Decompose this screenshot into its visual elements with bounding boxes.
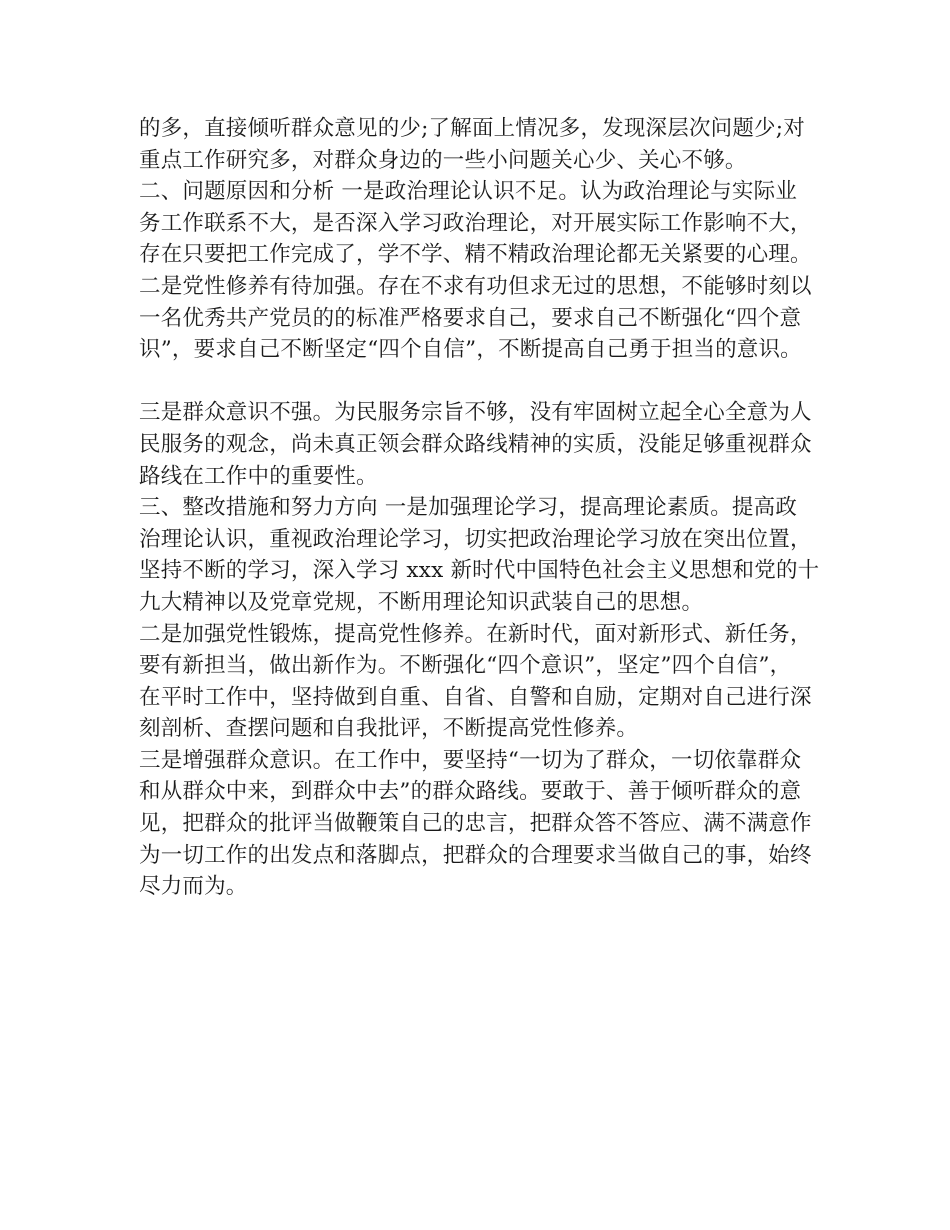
text-line: 为一切工作的出发点和落脚点，把群众的合理要求当做自己的事，始终: [139, 842, 812, 868]
text-line: 要有新担当，做出新作为。不断强化“四个意识”，坚定”四个自信”，: [139, 653, 792, 679]
text-line: 民服务的观念，尚未真正领会群众路线精神的实质，没能足够重视群众: [139, 431, 812, 457]
text-line: 治理论认识，重视政治理论学习，切实把政治理论学习放在突出位置，: [139, 526, 812, 552]
text-line: 尽力而为。: [139, 874, 248, 900]
text-line: 存在只要把工作完成了，学不学、精不精政治理论都无关紧要的心理。: [139, 242, 812, 268]
text-line: 二是党性修养有待加强。存在不求有功但求无过的思想，不能够时刻以: [139, 273, 812, 299]
text-line: 三、整改措施和努力方向 一是加强理论学习，提高理论素质。提高政: [139, 495, 798, 521]
text-line: 二、问题原因和分析 一是政治理论认识不足。认为政治理论与实际业: [139, 179, 798, 205]
document-body: [139, 113, 829, 903]
text-line: 九大精神以及党章党规，不断用理论知识武装自己的思想。: [139, 589, 704, 615]
text-line: 识”，要求自己不断坚定“四个自信”，不断提高自己勇于担当的意识。: [139, 337, 802, 363]
text-line: 见，把群众的批评当做鞭策自己的忠言，把群众答不答应、满不满意作: [139, 811, 812, 837]
text-line: 的多，直接倾听群众意见的少;了解面上情况多，发现深层次问题少;对: [139, 116, 805, 141]
text-line: 三是增强群众意识。在工作中，要坚持“一切为了群众，一切依靠群众: [139, 747, 802, 773]
text-line: 一名优秀共产党员的的标准严格要求自己，要求自己不断强化“四个意: [139, 305, 802, 331]
text-line: 路线在工作中的重要性。: [139, 463, 378, 489]
text-line: 刻剖析、查摆问题和自我批评，不断提高党性修养。: [139, 716, 639, 742]
text-line: 和从群众中来，到群众中去”的群众路线。要敢于、善于倾听群众的意: [139, 779, 802, 805]
text-line: 在平时工作中，坚持做到自重、自省、自警和自励，定期对自己进行深: [139, 684, 812, 710]
text-line: 务工作联系不大，是否深入学习政治理论，对开展实际工作影响不大，: [139, 210, 812, 236]
blank-line: [139, 366, 829, 398]
text-line: 坚持不断的学习，深入学习 xxx 新时代中国特色社会主义思想和党的十: [139, 558, 820, 584]
text-line: 三是群众意识不强。为民服务宗旨不够，没有牢固树立起全心全意为人: [139, 400, 812, 426]
text-line: 二是加强党性锻炼，提高党性修养。在新时代，面对新形式、新任务，: [139, 621, 812, 647]
text-line: 重点工作研究多，对群众身边的一些小问题关心少、关心不够。: [139, 147, 747, 173]
